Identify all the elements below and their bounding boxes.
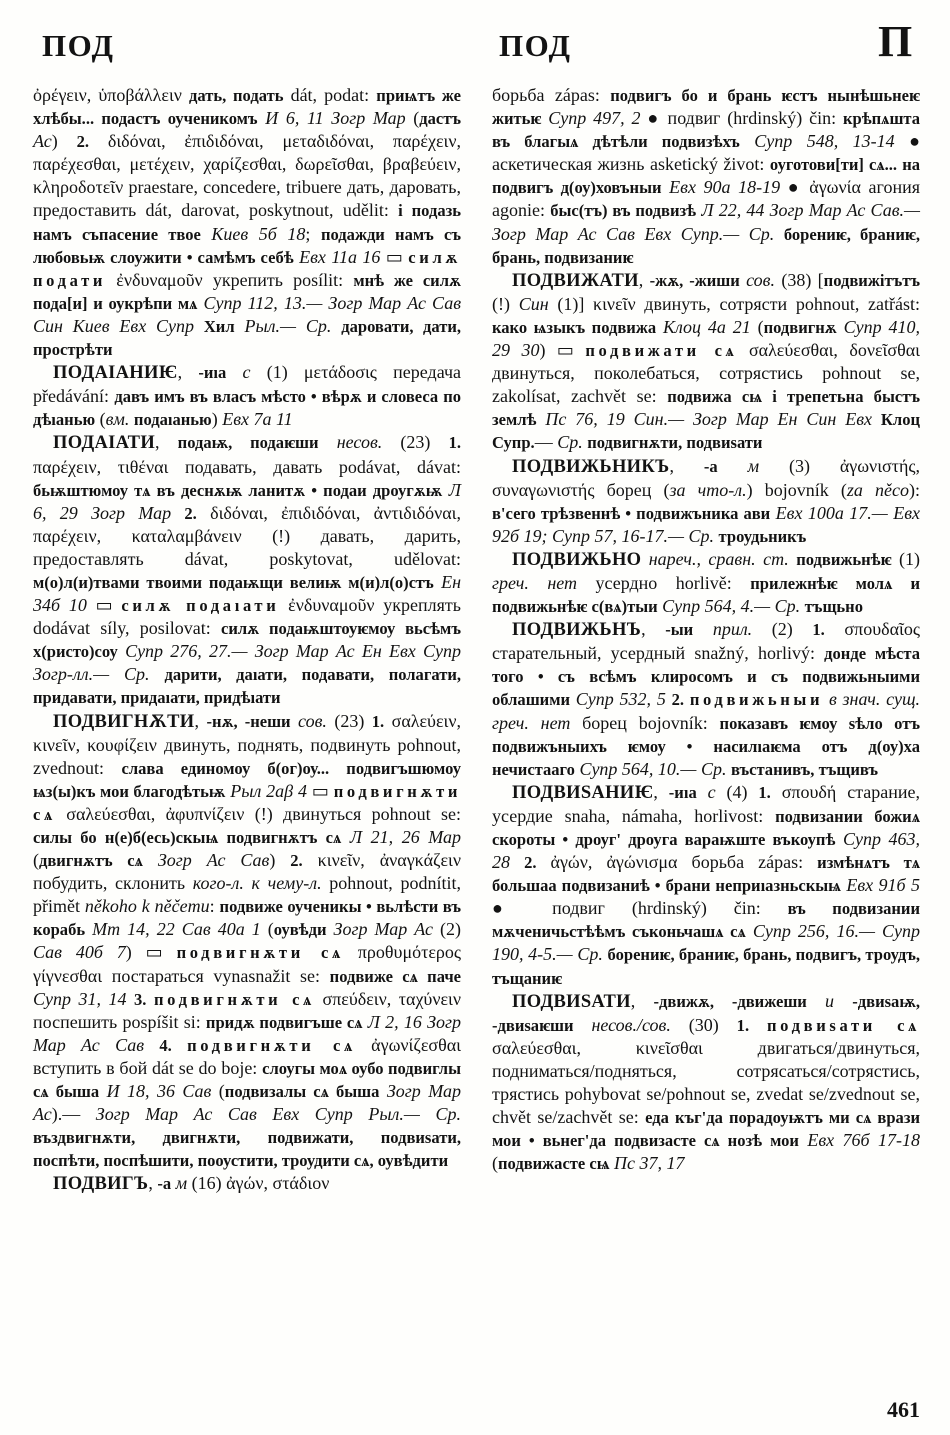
reference-text: с [242,362,251,383]
old-slavonic-text: како ѩзыкъ подвижа [492,317,657,337]
old-slavonic-text: 2. [76,132,89,152]
old-slavonic-text: дарити, даıати, подавати, полагати, придавати, придаıати, придѣıати [33,665,461,708]
old-slavonic-text: троудьникъ [718,526,807,546]
reference-text: Л 2, 16 Зогр Мар Ас Сав [33,1011,462,1055]
reference-text: м [175,1173,188,1194]
old-slavonic-text: подвигнѫти, подвиѕати [587,433,763,453]
old-slavonic-text: і подазь намъ съпасение твое [33,201,461,244]
headword: ПОДВИЖЬНО [512,549,642,570]
old-slavonic-text: Клоц Супр. [492,410,921,453]
headword: ПОДВИЖЬНЪ [512,620,642,641]
reference-text: Ас [33,131,52,152]
old-slavonic-text: в'сего трѣзвеннѣ • подвижъника ави [492,503,771,523]
dictionary-entry: ПОДВИГЪ, -а м (16) ἀγών, στάδιον [53,1173,330,1195]
reference-text: с [707,781,716,802]
old-slavonic-text: подвигнѫ [763,317,837,337]
reference-text: Супр 31, 14 [33,988,127,1009]
dictionary-entry: ПОДВИЅАНИѤ, -иıа с (4) 1. σπουδή старание, усердие snaha, námaha, horlivost: подвизании божиѧ скороты • дроуг' дроуга вараѭште въкоупѣ Супр 463, 28 2. ἀγών, ἀγώνισμα борьба zápas: измѣнѧтъ тѧ большаа подвизаниѣ • брани неприıазньскыѩ Евх 91б 5 ● подвиг (hrdinský) čin: въ подвизании мѫченичьстѣѣмъ съконьчашѧ сѧ Супр 256, 16.— Супр 190, 4-5.— Ср. борениѥ, браниѥ, брань, подвигъ, троудъ, тъщаниѥ [492,781,921,988]
reference-text: Евх 90а 18-19 [669,177,781,198]
reference-text: Супр 112, 13.— Зогр Мар Ас Сав Син Киев Евх Супр [33,292,462,336]
reference-text: Супр 410, 29 30 [492,316,921,361]
reference-text: někoho k něčemu [84,896,210,917]
old-slavonic-text: въ подвизании мѫченичьстѣѣмъ съконьчашѧ сѧ [492,899,920,942]
old-slavonic-text: борениѥ, браниѥ, брань, подвигъ, троудъ, тъщаниѥ [492,945,920,988]
reference-text: Супр 276, 27.— Зогр Мар Ас Ен Евх Супр Зогр-лл.— Ср. [33,641,461,685]
headword: ПОДВИГНѪТИ [53,711,195,732]
headword: ПОДВИЖЬНИКЪ [512,456,670,477]
reference-text: Зогр Мар Ас [33,1081,461,1125]
reference-text: Рыл.— Ср. [244,315,332,336]
old-slavonic-text: -движѫ, -движеши [653,991,807,1011]
reference-text: И 18, 36 Сав [106,1081,212,1102]
reference-text: греч. нет [492,572,578,593]
reference-text: кого-л. к чему-л. [192,873,322,894]
headword: ПОДВИЅАНИѤ [512,782,654,803]
old-slavonic-text: подвигнѫти сѧ [33,781,462,824]
old-slavonic-text: прилежнѣѥ молѧ и подвижьнѣѥ с(вѧ)тыи [492,573,920,617]
old-slavonic-text: подвижасте сѩ [498,1154,610,1174]
old-slavonic-text: подаѭ, подаѥши [177,433,319,453]
headword: ПОДВИЅАТИ [512,991,631,1012]
old-slavonic-text: оуготови[ти] сѧ... на подвигъ д(оу)ховъныи [492,155,920,198]
reference-text: м [747,455,760,476]
old-slavonic-text: м(о)л(и)твами твоими подаѭщи велиѭ м(и)л(о)стъ [33,572,434,592]
old-slavonic-text: бьѭштюмоу тѧ въ деснѫѭ ланитѫ • подаи дроугѫѭ [33,480,443,500]
reference-text: Зогр Мар Ас Сав Евх Супр Рыл.— Ср. [95,1104,461,1125]
old-slavonic-text: силѫ подаıати [121,596,280,616]
dictionary-entry: ПОДАІАТИ, подаѭ, подаѥши несов. (23) 1. παρέχειν, τιθέναι подавать, давать podávat, dávat: бьѭштюмоу тѧ въ деснѫѭ ланитѫ • подаи дроугѫѭ Л 6, 29 Зогр Мар 2. διδόναι, ἐπιδιδόναι, ἀντιδιδόναι, παρέχειν, καταλαμβάνειν (!) давать, дарить, предоставлять dávat, poskytovat, udělovat: м(о)л(и)твами твоими подаѭщи велиѭ м(и)л(о)стъ Ен 34б 10 ▭ силѫ подаıати ἐνδυναμοῦν укреплять dodávat síly, posilovat: силѫ подаѭштоуѥмоу вьсѣмъ х(ристо)соу Супр 276, 27.— Зогр Мар Ас Ен Евх Супр Зогр-лл.— Ср. дарити, даıати, подавати, полагати, придавати, придаıати, придѣıати [33,432,462,708]
old-slavonic-text: 1. [736,1015,750,1035]
old-slavonic-text: мнѣ же силѫ пода[и] и оукрѣпи мѧ [33,270,461,313]
reference-text: Мт 14, 22 Сав 40а 1 [92,919,261,940]
old-slavonic-text: -а [703,456,718,476]
column-left [33,84,461,1197]
reference-text: Ср. [557,432,583,453]
old-slavonic-text: 1. [758,782,771,802]
dictionary-entry: ПОДВИЖЬНЪ, -ыи прил. (2) 1. σπουδαῖος старательный, усердный snažný, horlivý: донде мѣста того • съ всѣмъ клиросомъ и съ подвижьныими облашими Супр 532, 5 2. подвижьныи в знач. сущ. греч. нет борец bojovník: показавъ ѥмоу ѕѣло отъ подвижъныихъ ѥмоу • насилıаѥма отъ д(оу)ха нечистааго Супр 564, 10.— Ср. въстанивъ, тъщивъ [492,619,921,779]
reference-text: сов. [746,269,775,290]
old-slavonic-text: подвиже сѧ паче [329,966,461,986]
old-slavonic-text: силы бо н(е)б(есь)скыѩ подвигнѫтъ сѧ [33,828,342,847]
reference-text: Пс 76, 19 Син.— Зогр Мар Ен Син Евх [545,409,872,430]
reference-text: Син [518,293,549,314]
dictionary-entry: ПОДАІАНИѤ, -иıа с (1) μετάδοσις передача předávání: давъ имъ въ власъ мѣсто • вѣрѫ и словеса по дѣıанью (вм. подаıанью) Евх 7а 11 [33,362,461,430]
old-slavonic-text: подажди намъ съ любовьѭ слоужити • самѣмъ себѣ [33,224,461,267]
old-slavonic-text: подвижьныи [689,690,824,710]
old-slavonic-text: въздвигнѫти, двигнѫти, подвижати, подвиѕати, поспѣти, поспѣшити, пооустити, троудити сѧ, оувѣдити [33,1128,461,1171]
old-slavonic-text: 2. [671,690,685,710]
reference-text: Л 21, 26 Мар [349,827,461,847]
reference-text: Ен 34б 10 [33,571,462,616]
reference-text: И 6, 11 Зогр Мар [265,108,406,129]
reference-text: несов./сов. [591,1014,671,1035]
old-slavonic-text: -двиѕаѭ, -двиѕаѥши [492,991,920,1035]
reference-text: Киев 5б 18 [211,223,306,244]
reference-text: Евх 76б 17-18 [807,1130,920,1151]
reference-text: несов. [336,432,383,453]
old-slavonic-text: придѫ подвигъше сѧ [205,1012,363,1032]
old-slavonic-text: приѩтъ же хлѣбы... подастъ оученикомъ [33,86,461,129]
old-slavonic-text: 3. [134,989,147,1009]
running-head-section-letter: П [878,17,913,66]
old-slavonic-text: -нѫ, -неши [206,711,291,731]
old-slavonic-text: подаıанью [133,410,212,430]
old-slavonic-text: Хил [203,316,235,336]
old-slavonic-text: донде мѣста того • съ всѣмъ клиросомъ и съ подвижьныими облашими [492,644,920,710]
reference-text: нареч., сравн. ст. [648,548,789,569]
old-slavonic-text: дастъ [419,109,462,129]
old-slavonic-text: 4. [159,1035,172,1055]
running-head-left: ПОД [42,28,115,63]
old-slavonic-text: -ыи [665,620,694,640]
reference-text: Евх 100а 17.— Евх 92б 19; Супр 57, 16-17.— Ср. [492,502,921,546]
old-slavonic-text: показавъ ѥмоу ѕѣло отъ подвижъныихъ ѥмоу • насилıаѥма отъ д(оу)ха нечистааго [492,713,920,779]
entry-continuation: борьба zápas: подвигъ бо и брань ѥстъ нынѣшьнеѥ житьѥ Супр 497, 2 ● подвиг (hrdinský) čin: крѣпѧшта въ благыѧ дѣтѣли подвизѣхъ Супр 548, 13-14 ● аскетическая жизнь asketický život: оуготови[ти] сѧ... на подвигъ д(оу)ховъныи Евх 90а 18-19 ● ἀγωνία агония agonie: быс(тъ) въ подвизѣ Л 22, 44 Зогр Мар Ас Сав.— Зогр Мар Ас Сав Евх Супр.— Ср. борениѥ, браниѥ, брань, подвизаниѥ [492,85,921,267]
old-slavonic-text: оувѣди [273,920,327,940]
running-head-center: ПОД [499,28,572,63]
old-slavonic-text: быс(тъ) въ подвизѣ [550,201,697,221]
old-slavonic-text: силѫ подати [33,247,462,290]
old-slavonic-text: подвизалы сѧ быша [224,1082,380,1102]
reference-text: Сав 40б 7 [33,942,126,963]
old-slavonic-text: подвигнѫти сѧ [153,989,315,1009]
column-right [492,84,920,1197]
old-slavonic-text: даровати, дати, прострѣти [33,316,461,360]
old-slavonic-text: подвижа сѩ і трепетьна быстъ землѣ [492,387,920,430]
old-slavonic-text: подвигнѫти сѧ [176,943,344,963]
dictionary-entry: ПОДВИЅАТИ, -движѫ, -движеши и -двиѕаѭ, -двиѕаѥши несов./сов. (30) 1. подвиѕати сѧ σαλεύεσθαι, κινεῖσθαι двигаться/двинуться, подниматься/подняться, сотрясаться/сотрястись, трястись pohybovat se/pohnout se, zvedat se/zvednout se, chvět se/zachvět se: еда къг'да порадоуѭтъ ми сѧ врази мои • вьнег'да подвизасте сѧ нозѣ мои Евх 76б 17-18 (подвижасте сѩ Пс 37, 17 [492,990,920,1174]
old-slavonic-text: подвижьнѣѥ [796,549,892,569]
reference-text: в знач. сущ. греч. нет [492,689,921,733]
old-slavonic-text: дать, подать [189,86,284,105]
old-slavonic-text: давъ имъ въ власъ мѣсто • вѣрѫ и словеса по дѣıанью [33,387,461,430]
old-slavonic-text: двигнѫтъ сѧ [39,851,143,871]
old-slavonic-text: -иıа [668,782,697,802]
headword: ПОДАІАТИ [53,433,156,454]
reference-text: и [825,990,835,1011]
old-slavonic-text: 2. [290,851,303,871]
entry-continuation: ὀρέγειν, ὑποβάλλειν дать, подать dát, podat: приѩтъ же хлѣбы... подастъ оученикомъ И 6, 11 Зогр Мар (дастъ Ас) 2. διδόναι, ἐπιδιδόναι, μεταδιδόναι, παρέχειν, παρέχεσθαι, μετέχειν, χαρίζεσθαι, δωρεῖσθαι, βραβεύειν, κληροδοτεῖν praestare, concedere, tribuere дать, даровать, предоставить dát, darovat, poskytnout, udělit: і подазь намъ съпасение твое Киев 5б 18; подажди намъ съ любовьѭ слоужити • самѣмъ себѣ Евх 11а 16 ▭ силѫ подати ἐνδυναμοῦν укрепить posílit: мнѣ же силѫ пода[и] и оукрѣпи мѧ Супр 112, 13.— Зогр Мар Ас Сав Син Киев Евх Супр Хил Рыл.— Ср. даровати, дати, прострѣти [33,85,462,360]
reference-text: Супр 497, 2 [548,108,641,129]
old-slavonic-text: 2. [184,503,197,523]
reference-text: Пс 37, 17 [614,1153,685,1174]
dictionary-entry: ПОДВИЖЬНИКЪ, -а м (3) ἀγωνιστής, συναγωνιστής борец (за что-л.) bojovník (za něco): в'сего трѣзвеннѣ • подвижъника ави Евх 100а 17.— Евх 92б 19; Супр 57, 16-17.— Ср. троудьникъ [492,455,921,546]
old-slavonic-text: подвигнѫти сѧ [187,1035,356,1055]
reference-text: Л 6, 29 Зогр Мар [33,479,461,523]
reference-text: Евх 7а 11 [222,409,293,430]
old-slavonic-text: еда къг'да порадоуѭтъ ми сѧ врази мои • вьнег'да подвизасте сѧ нозѣ мои [492,1108,920,1151]
old-slavonic-text: подвижітътъ [823,270,920,290]
old-slavonic-text: подвиже оученикы • вьлѣсти въ корабь [33,897,461,940]
old-slavonic-text: крѣпѧшта въ благыѧ дѣтѣли подвизѣхъ [492,109,921,152]
old-slavonic-text: тъщьно [804,597,863,617]
old-slavonic-text: подвиѕати сѧ [767,1015,920,1035]
old-slavonic-text: 1. [448,433,461,453]
headword: ПОДВИЖАТИ [512,270,639,291]
reference-text: Супр 256, 16.— Супр 190, 4-5.— Ср. [492,921,921,965]
old-slavonic-text: слава единомоу б(ог)оу... подвигъшюмоу ѩз(ы)къ мои благодѣтьѭ [33,758,461,801]
headword: ПОДВИГЪ [53,1174,149,1195]
dictionary-entry: ПОДВИГНѪТИ, -нѫ, -неши сов. (23) 1. σαλεύειν, κινεῖν, κουφίζειν двинуть, поднять, подвинуть pohnout, zvednout: слава единомоу б(ог)оу... подвигъшюмоу ѩз(ы)къ мои благодѣтьѭ Рыл 2аβ 4 ▭ подвигнѫти сѧ σαλεύεσθαι, ἀφυπνίζειν (!) двинуться pohnout se: силы бо н(е)б(есь)скыѩ подвигнѫтъ сѧ Л 21, 26 Мар (двигнѫтъ сѧ Зогр Ас Сав) 2. κινεῖν, ἀναγκάζειν побудить, склонить кого-л. к чему-л. pohnout, podnítit, přimět někoho k něčemu: подвиже оученикы • вьлѣсти въ корабь Мт 14, 22 Сав 40а 1 (оувѣди Зогр Мар Ас (2) Сав 40б 7) ▭ подвигнѫти сѧ προθυμότερος γίγνεσθαι постараться vynasnažit se: подвиже сѧ паче Супр 31, 14 3. подвигнѫти сѧ σπεύδειν, ταχύνειν поспешить pospíšit si: придѫ подвигъше сѧ Л 2, 16 Зогр Мар Ас Сав 4. подвигнѫти сѧ ἀγωνίζεσθαι вступить в бой dát se do boje: слоугы моѧ оубо подвиглы сѧ быша И 18, 36 Сав (подвизалы сѧ быша Зогр Мар Ас).— Зогр Мар Ас Сав Евх Супр Рыл.— Ср. въздвигнѫти, двигнѫти, подвижати, подвиѕати, поспѣти, поспѣшити, пооустити, троудити сѧ, оувѣдити [33,710,462,1171]
page-number: 461 [887,1397,920,1422]
reference-text: Л 22, 44 Зогр Мар Ас Сав.— Зогр Мар Ас Сав Евх Супр.— Ср. [492,200,921,244]
old-slavonic-text: -а [157,1174,172,1194]
dictionary-entry: ПОДВИЖЬНО нареч., сравн. ст. подвижьнѣѥ (1) греч. нет усердно horlivě: прилежнѣѥ молѧ и подвижьнѣѥ с(вѧ)тыи Супр 564, 4.— Ср. тъщьно [492,548,920,617]
reference-text: Зогр Мар Ас [333,919,433,940]
old-slavonic-text: -жѫ, -жиши [649,270,740,290]
old-slavonic-text: подвигъ бо и брань ѥстъ нынѣшьнеѥ житьѥ [492,86,920,129]
old-slavonic-text: слоугы моѧ оубо подвиглы сѧ быша [33,1058,461,1102]
reference-text: Супр 463, 28 [492,829,921,873]
headword: ПОДАІАНИѤ [53,363,178,384]
old-slavonic-text: въстанивъ, тъщивъ [730,759,879,779]
old-slavonic-text: 1. [812,620,825,640]
reference-text: Супр 564, 10.— Ср. [579,758,727,779]
reference-text: Рыл 2аβ 4 [230,780,307,801]
reference-text: прил. [712,619,753,640]
reference-text: Супр 548, 13-14 [754,131,895,152]
reference-text: Супр 564, 4.— Ср. [662,596,801,617]
reference-text: за что-л. [669,479,747,500]
old-slavonic-text: 1. [371,711,385,731]
reference-text: za něco [846,479,909,500]
reference-text: вм. [105,409,130,430]
text-columns [33,84,920,1197]
reference-text: Супр 532, 5 [575,689,666,710]
old-slavonic-text: 2. [524,853,537,873]
reference-text: Клоц 4а 21 [662,316,751,337]
old-slavonic-text: борениѥ, браниѥ, брань, подвизаниѥ [492,224,920,267]
old-slavonic-text: подвизании божиѧ скороты • дроуг' дроуга вараѭште въкоупѣ [492,806,920,849]
old-slavonic-text: измѣнѧтъ тѧ большаа подвизаниѣ • брани неприıазньскыѩ [492,853,920,896]
reference-text: Евх 11а 16 [299,246,381,267]
old-slavonic-text: силѫ подаѭштоуѥмоу вьсѣмъ х(ристо)соу [33,619,461,662]
dictionary-entry: ПОДВИЖАТИ, -жѫ, -жиши сов. (38) [подвижітътъ (!) Син (1)] κινεῖν двинуть, сотрясти pohnout, zatřást: како ѩзыкъ подвижа Клоц 4а 21 (подвигнѫ Супр 410, 29 30) ▭ подвижати сѧ σαλεύεσθαι, δονεῖσθαι двинуться, поколебаться, сотрястись pohnout se, zakolísat, zachvět se: подвижа сѩ і трепетьна быстъ землѣ Пс 76, 19 Син.— Зогр Мар Ен Син Евх Клоц Супр.— Ср. подвигнѫти, подвиѕати [492,269,921,453]
reference-text: Евх 91б 5 [846,875,920,896]
old-slavonic-text: подвижати сѧ [585,341,738,361]
reference-text: Зогр Ас Сав [157,850,270,871]
reference-text: сов. [298,710,327,731]
old-slavonic-text: -иıа [198,363,227,383]
